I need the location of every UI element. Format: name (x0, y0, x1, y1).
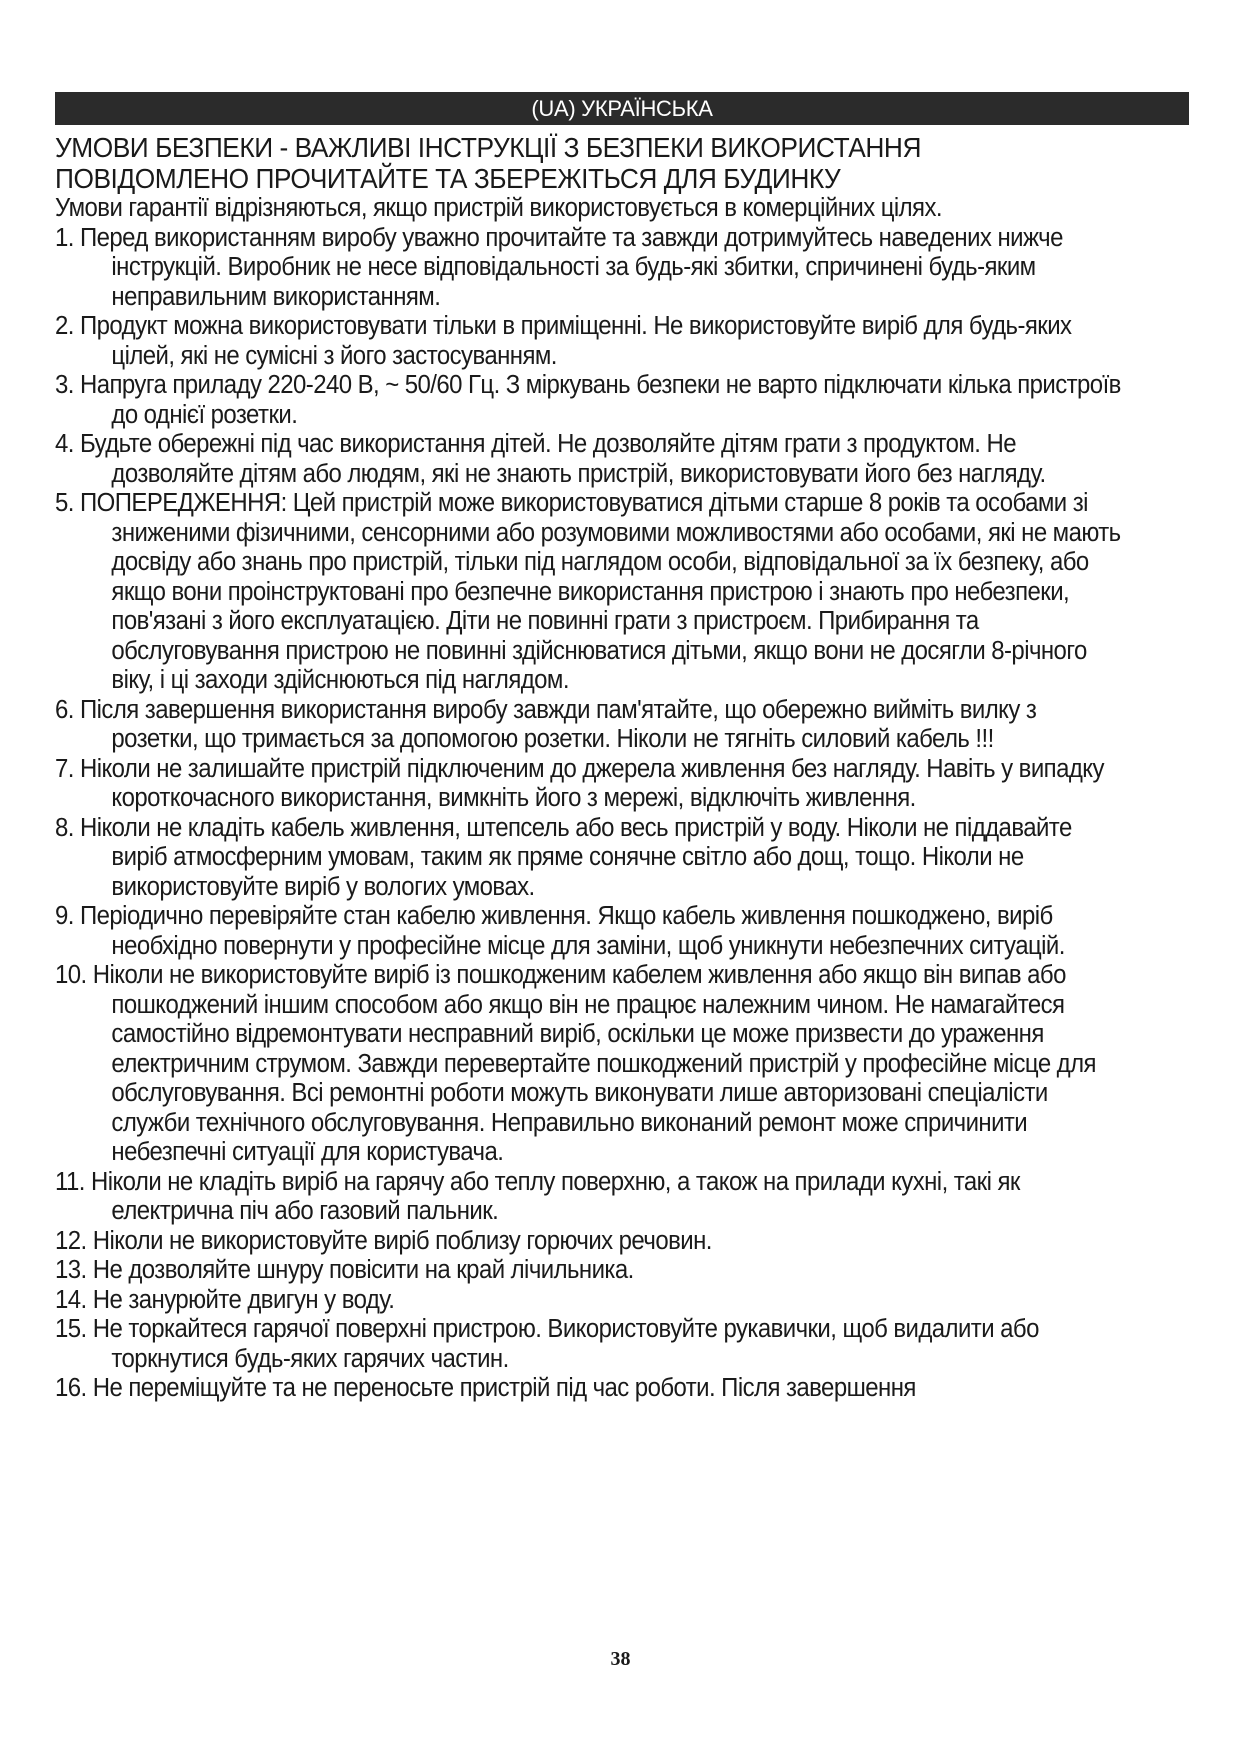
item-text: Не занурюйте двигун у воду. (92, 1285, 395, 1314)
list-item (55, 371, 1127, 430)
item-number: 9. (55, 902, 74, 930)
item-text: Після завершення використання виробу завжди пам'ятайте, що обережно вийміть вилку з розетки, що тримається за допомогою розетки. Ніколи не тягніть силовий кабель !!! (79, 695, 1037, 753)
list-item (55, 1227, 1127, 1257)
title-line-2: ПОВІДОМЛЕНО ПРОЧИТАЙТЕ ТА ЗБЕРЕЖІТЬСЯ ДЛЯ БУДИНКУ (55, 163, 841, 194)
item-number: 3. (55, 371, 74, 399)
list-item (55, 1256, 1127, 1286)
item-number: 6. (55, 695, 74, 724)
item-text: Не дозволяйте шнуру повісити на край лічильника. (92, 1256, 634, 1284)
item-text: Будьте обережні під час використання дітей. Не дозволяйте дітям грати з продуктом. Не дозволяйте дітям або людям, які не знають пристрій, використовувати його без нагляду. (79, 430, 1046, 488)
item-text: Не переміщуйте та не переносьте пристрій під час роботи. Після завершення (92, 1374, 916, 1402)
item-number: 13. (55, 1256, 87, 1284)
list-item (55, 961, 1127, 1168)
language-header-bar: (UA) УКРАЇНСЬКА (55, 92, 1189, 125)
list-item (55, 430, 1127, 489)
item-number: 14. (55, 1285, 87, 1314)
item-number: 2. (55, 312, 74, 340)
item-text: Ніколи не використовуйте виріб поблизу горючих речовин. (92, 1226, 712, 1255)
instructions-list (55, 224, 1127, 1404)
list-item (55, 902, 1127, 961)
item-text: Ніколи не використовуйте виріб із пошкодженим кабелем живлення або якщо він випав або пошкоджений іншим способом або якщо він не працює належним чином. Не намагайтеся самостійно відремонтувати несправний виріб, оскільки це може призвести до ураження електричним струмом. Завжди перевертайте пошкоджений пристрій у професійне місце для обслуговування. Всі ремонтні роботи можуть виконувати лише авторизовані спеціалісти служби технічного обслуговування. Неправильно виконаний ремонт може спричинити небезпечні ситуації для користувача. (92, 961, 1096, 1166)
list-item (55, 696, 1127, 755)
item-text: Напруга приладу 220-240 В, ~ 50/60 Гц. З міркувань безпеки не варто підключати кілька пристроїв до однієї розетки. (79, 371, 1121, 429)
item-number: 1. (55, 223, 74, 252)
list-item (55, 312, 1127, 371)
warranty-note: Умови гарантії відрізняються, якщо пристрій використовується в комерційних цілях. (55, 194, 943, 222)
item-number: 8. (55, 813, 74, 842)
item-text: Продукт можна використовувати тільки в приміщенні. Не використовуйте виріб для будь-яких цілей, які не сумісні з його застосуванням. (79, 312, 1072, 370)
list-item (55, 755, 1127, 814)
page-number: 38 (610, 1648, 631, 1670)
list-item (55, 489, 1127, 696)
safety-instructions (55, 132, 1127, 1404)
list-item (55, 224, 1127, 313)
item-number: 4. (55, 430, 74, 458)
title-line-1: УМОВИ БЕЗПЕКИ - ВАЖЛИВІ ІНСТРУКЦІЇ З БЕЗПЕКИ ВИКОРИСТАННЯ (55, 132, 922, 163)
list-item (55, 1286, 1127, 1316)
item-text: Ніколи не залишайте пристрій підключеним до джерела живлення без нагляду. Навіть у випадку короткочасного використання, вимкніть його з мережі, відключіть живлення. (79, 754, 1104, 812)
item-text: Перед використанням виробу уважно прочитайте та завжди дотримуйтесь наведених нижче інструкцій. Виробник не несе відповідальності за будь-які збитки, спричинені будь-яким неправильним використанням. (79, 223, 1063, 311)
item-number: 16. (55, 1374, 87, 1402)
item-text: Ніколи не кладіть виріб на гарячу або теплу поверхню, а також на прилади кухні, такі як електрична піч або газовий пальник. (90, 1167, 1020, 1225)
item-number: 15. (55, 1315, 87, 1343)
item-text: Не торкайтеся гарячої поверхні пристрою. Використовуйте рукавички, щоб видалити або торкнутися будь-яких гарячих частин. (92, 1315, 1039, 1373)
item-number: 7. (55, 754, 74, 783)
item-text: Ніколи не кладіть кабель живлення, штепсель або весь пристрій у воду. Ніколи не піддавайте виріб атмосферним умовам, таким як пряме сонячне світло або дощ, тощо. Ніколи не використовуйте виріб у вологих умовах. (79, 813, 1072, 901)
item-number: 10. (55, 961, 87, 989)
item-number: 12. (55, 1226, 87, 1255)
item-number: 5. (55, 489, 74, 517)
item-text: Періодично перевіряйте стан кабелю живлення. Якщо кабель живлення пошкоджено, виріб необхідно повернути у професійне місце для заміни, щоб уникнути небезпечних ситуацій. (79, 902, 1065, 960)
list-item (55, 1315, 1127, 1374)
list-item (55, 814, 1127, 903)
item-text: ПОПЕРЕДЖЕННЯ: Цей пристрій може використовуватися дітьми старше 8 років та особами зі зниженими фізичними, сенсорними або розумовими можливостями або особами, які не мають досвіду або знань про пристрій, тільки під наглядом особи, відповідальної за їх безпеку, або якщо вони проінструктовані про безпечне використання пристрою і знають про небезпеки, пов'язані з його експлуатацією. Діти не повинні грати з пристроєм. Прибирання та обслуговування пристрою не повинні здійснюватися дітьми, якщо вони не досягли 8-річного віку, і ці заходи здійснюються під наглядом. (79, 489, 1121, 694)
list-item (55, 1168, 1127, 1227)
item-number: 11. (55, 1167, 85, 1196)
list-item (55, 1374, 1127, 1404)
